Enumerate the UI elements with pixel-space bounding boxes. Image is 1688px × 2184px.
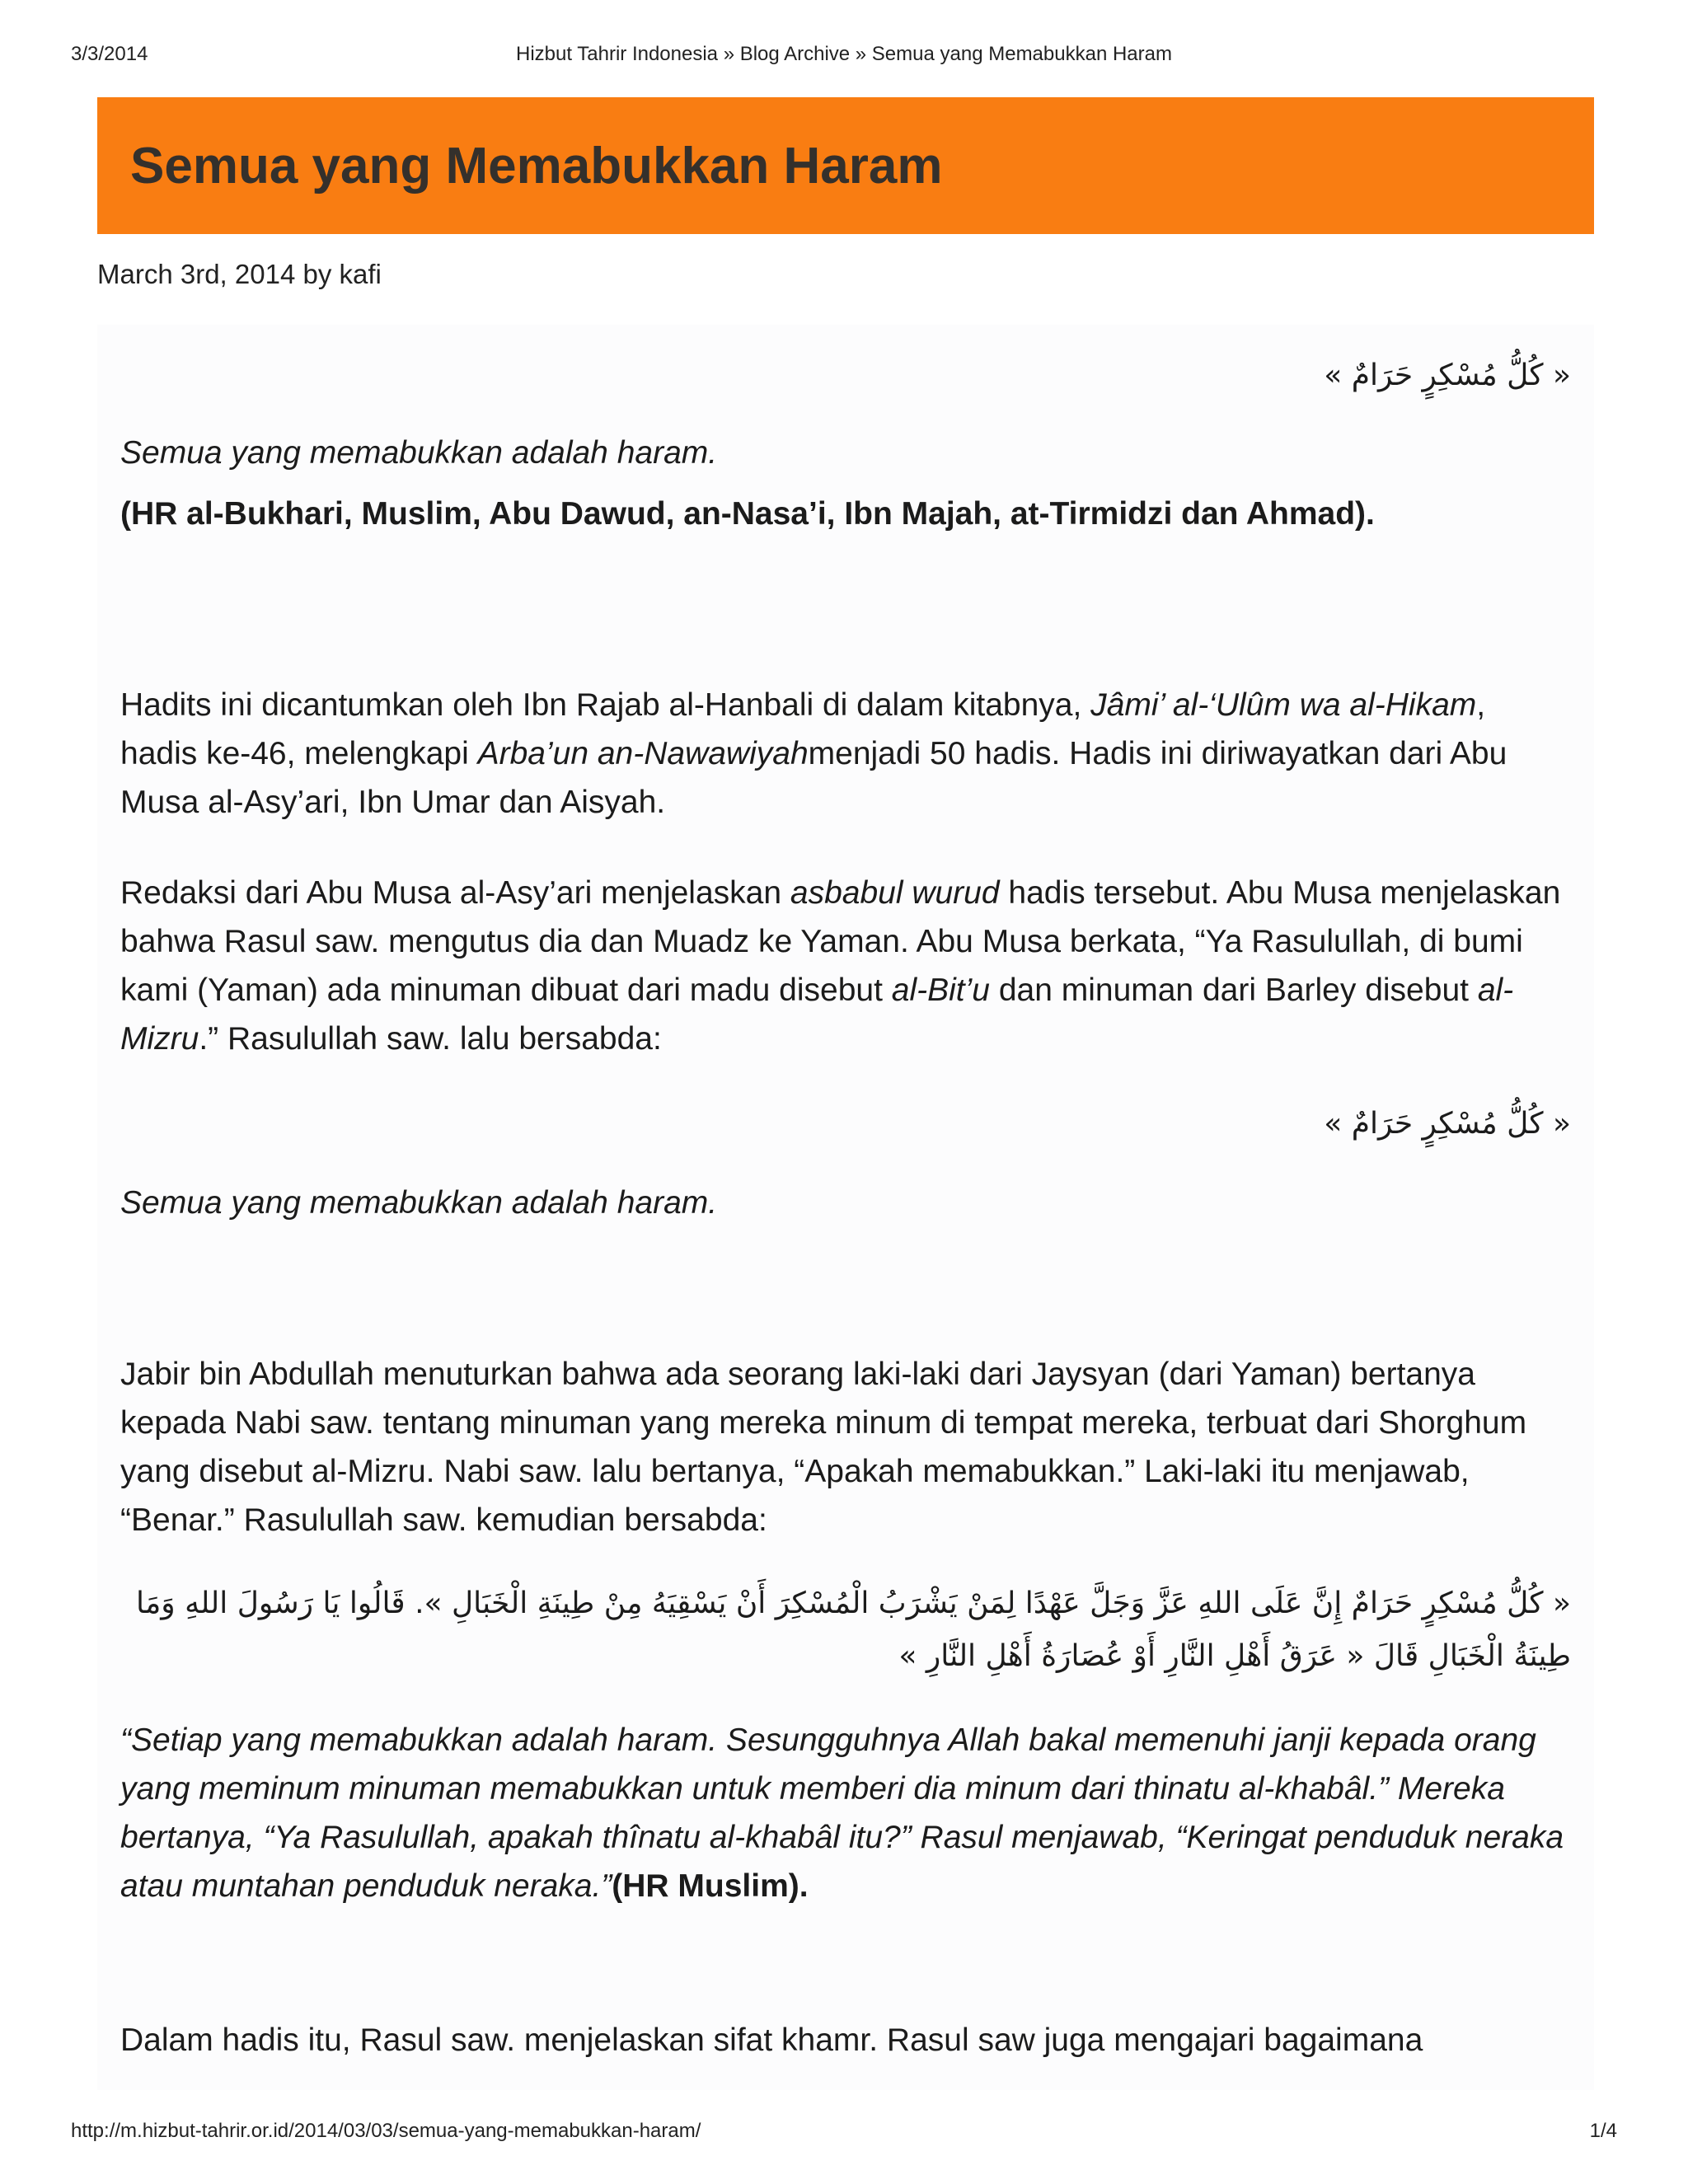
hadith-translation-2: Semua yang memabukkan adalah haram. bbox=[120, 1185, 718, 1221]
post-content bbox=[97, 325, 1594, 2090]
term-asbabul-wurud: asbabul wurud bbox=[790, 875, 1000, 911]
arabic-hadith-1: « كُلُّ مُسْكِرٍ حَرَامٌ » bbox=[1324, 359, 1571, 392]
text-run: , hadis ke-46, melengkapi bbox=[120, 687, 1486, 771]
arabic-hadith-3: « كُلُّ مُسْكِرٍ حَرَامٌ إِنَّ عَلَى اللهِ عَزَّ وَجَلَّ عَهْدًا لِمَنْ يَشْرَبُ الْمُسْكِرَ أَنْ يَسْقِيَهُ مِنْ طِينَةِ الْخَبَالِ ». قَالُوا يَا رَسُولَ اللهِ وَمَا طِينَةُ الْخَبَالِ قَالَ « عَرَقُ أَهْلِ النَّارِ أَوْ عُصَارَةُ أَهْلِ النَّارِ » bbox=[136, 1586, 1571, 1673]
term-al-mizru: al-Mizru bbox=[120, 972, 1514, 1057]
arabic-hadith-2: « كُلُّ مُسْكِرٍ حَرَامٌ » bbox=[1324, 1107, 1571, 1141]
hadith-source-1: (HR al-Bukhari, Muslim, Abu Dawud, an-Nasa’i, Ibn Majah, at-Tirmidzi dan Ahmad). bbox=[120, 496, 1375, 532]
post-title: Semua yang Memabukkan Haram bbox=[130, 137, 943, 194]
paragraph-ibn-rajab bbox=[120, 681, 1571, 827]
page-counter: 1/4 bbox=[1589, 2120, 1617, 2142]
print-header bbox=[71, 43, 1617, 76]
print-document-title: Hizbut Tahrir Indonesia » Blog Archive » Semua yang Memabukkan Haram bbox=[516, 43, 1172, 65]
text-run: .” Rasulullah saw. lalu bersabda: bbox=[199, 1021, 662, 1057]
post-byline: March 3rd, 2014 by kafi bbox=[97, 259, 382, 289]
text-run: Hadits ini dicantumkan oleh Ibn Rajab al-Hanbali di dalam kitabnya, bbox=[120, 687, 1091, 723]
book-title-arbaun: Arba’un an-Nawawiyah bbox=[477, 736, 809, 771]
print-date: 3/3/2014 bbox=[71, 43, 148, 65]
book-title-jami: Jâmi’ al-‘Ulûm wa al-Hikam bbox=[1090, 687, 1477, 723]
text-run: hadis tersebut. Abu Musa menjelaskan bahwa Rasul saw. mengutus dia dan Muadz ke Yaman. Abu Musa berkata, “Ya Rasulullah, di bumi kami (Yaman) ada minuman dibuat dari madu disebut bbox=[120, 875, 1561, 1008]
paragraph-jabir: Jabir bin Abdullah menuturkan bahwa ada seorang laki-laki dari Jaysyan (dari Yaman) bertanya kepada Nabi saw. tentang minuman yang mereka minum di tempat mereka, terbuat dari Shorghum yang disebut al-Mizru. Nabi saw. lalu bertanya, “Apakah memabukkan.” Laki-laki itu menjawab, “Benar.” Rasulullah saw. kemudian bersabda: bbox=[120, 1357, 1527, 1538]
page-url: http://m.hizbut-tahrir.or.id/2014/03/03/semua-yang-memabukkan-haram/ bbox=[71, 2120, 701, 2142]
print-footer bbox=[71, 2120, 1617, 2153]
post-title-bar bbox=[97, 97, 1594, 234]
paragraph-abu-musa bbox=[120, 869, 1571, 1063]
term-al-bitu: al-Bit’u bbox=[891, 972, 990, 1008]
text-run: Redaksi dari Abu Musa al-Asy’ari menjelaskan bbox=[120, 875, 790, 911]
text-run: dan minuman dari Barley disebut bbox=[989, 972, 1478, 1008]
hadith-translation-3 bbox=[120, 1716, 1571, 1910]
text-run: menjadi 50 hadis. Hadis ini diriwayatkan dari Abu Musa al-Asy’ari, Ibn Umar dan Aisyah. bbox=[120, 736, 1507, 820]
hadith-translation-1: Semua yang memabukkan adalah haram. bbox=[120, 435, 718, 471]
hadith-source-muslim: (HR Muslim). bbox=[612, 1868, 809, 1904]
paragraph-khamr: Dalam hadis itu, Rasul saw. menjelaskan sifat khamr. Rasul saw juga mengajari bagaimana bbox=[120, 2022, 1423, 2058]
translation-text: “Setiap yang memabukkan adalah haram. Sesungguhnya Allah bakal memenuhi janji kepada orang yang meminum minuman memabukkan untuk memberi dia minum dari thinatu al-khabâl.” Mereka bertanya, “Ya Rasulullah, apakah thînatu al-khabâl itu?” Rasul menjawab, “Keringat penduduk neraka atau muntahan penduduk neraka.” bbox=[120, 1722, 1564, 1904]
